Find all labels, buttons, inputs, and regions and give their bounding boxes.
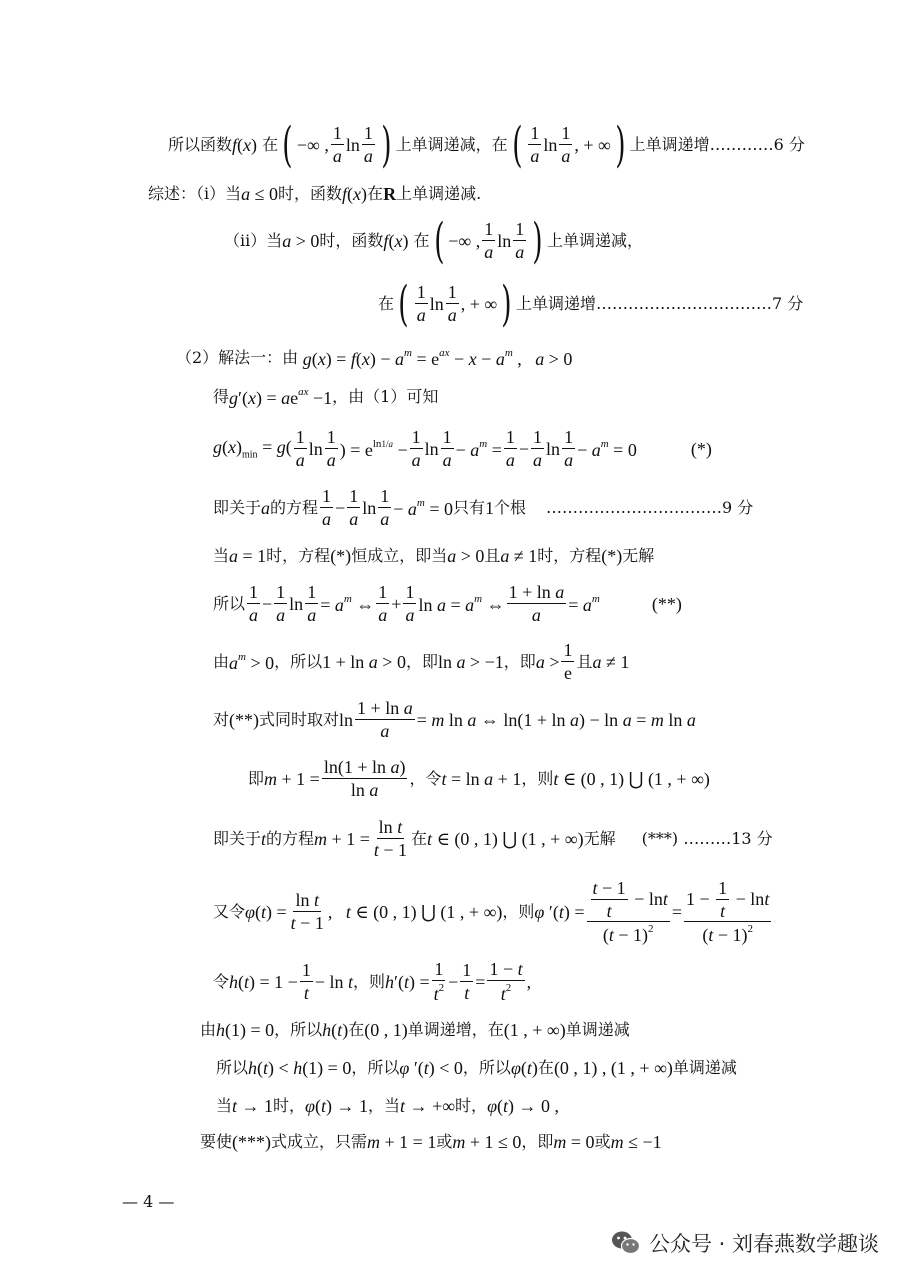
text: 得 [213, 387, 230, 406]
text: 上单调递增…………6 分 [629, 135, 805, 154]
text: 由 [200, 1020, 217, 1039]
text: 上单调递减， [547, 231, 644, 250]
wechat-icon [611, 1230, 641, 1256]
text: 所以 [216, 1058, 249, 1077]
text-line: 所以函数 f(x) 在 ( −∞ , $\frac{1}{a}$ ln $\frac{1}{a}$ ) 上单调递减，在 ( $\frac{1}{a}$ ln $\frac{1}{a}$ , + ∞ ) 上单调递增…………6 分 [168, 117, 805, 173]
text: ，则 [521, 769, 554, 788]
text: 即关于 [213, 498, 262, 517]
text: 上单调递减，在 [395, 135, 508, 154]
text: ，所以 [351, 1058, 400, 1077]
watermark-text: 公众号 · 刘春燕数学趣谈 [648, 1232, 879, 1256]
text: 或 [436, 1132, 453, 1151]
text-line: 对 (**) 式同时取对 ln $\frac{\text{1 + ln a}}{a}$ = m ln a ⇔ ln(1 + ln a) − ln a = m ln a [213, 698, 696, 741]
text: 时，函数 [278, 184, 343, 203]
text-line: 要使 (***) 式成立，只需 m + 1 = 1 或 m + 1 ≤ 0 ，即 m = 0 或 m ≤ −1 [200, 1132, 662, 1152]
text: ，则 [502, 902, 535, 921]
text-line: 即 m + 1 = $\frac{\text{ln(1 + ln a)}}{\text{ln a}}$ ，令 t = ln a + 1 ，则 t ∈ (0 , 1) ⋃ (1 , + ∞) [248, 757, 710, 800]
text: 在 [348, 1020, 365, 1039]
text: 或 [594, 1132, 611, 1151]
text: 个根 [493, 498, 526, 517]
text: ，当 [368, 1096, 401, 1115]
text: ，即 [405, 652, 438, 671]
text: 无解 [583, 829, 616, 848]
text-line: 当 t → 1 时， φ(t) → 1 ，当 t → +∞ 时， φ(t) → 0 , [216, 1096, 560, 1116]
text: ，所以 [274, 652, 323, 671]
text: ，则 [353, 972, 386, 991]
text: 在 [378, 294, 395, 313]
watermark [611, 1228, 879, 1258]
text: 上单调递增……………………………7 分 [515, 294, 804, 313]
text: 即 [248, 769, 265, 788]
text: 所以 [213, 594, 246, 613]
text-line: 综述：（i）当 a ≤ 0 时，函数 f(x) 在 R 上单调递减. [148, 184, 482, 204]
text: 在 [367, 184, 384, 203]
formula-line: 令 h(t) = 1 − $\frac{1}{t}$ − ln t ，则 h′(t) = $\frac{1}{t^2}$ − $\frac{1}{t}$ = $\frac{1 - t}{t^2}$ , [213, 959, 532, 1004]
text: 综述：（i）当 [148, 184, 242, 203]
text: 式成立，只需 [271, 1132, 368, 1151]
text: 时， [455, 1096, 488, 1115]
text: 又令 [213, 902, 246, 921]
text: 令 [213, 972, 230, 991]
text: 由 [213, 652, 230, 671]
text: 即关于 [213, 829, 262, 848]
text: 无解 [622, 546, 655, 565]
text: 且 [576, 652, 593, 671]
text: ，由（1）可知 [332, 387, 439, 406]
text: ，即 [521, 1132, 554, 1151]
text-line: 当 a = 1 时，方程 (*) 恒成立，即当 a > 0 且 a ≠ 1 时，方程 (*) 无解 [213, 546, 655, 566]
text: 在 [537, 1058, 554, 1077]
equation-tag: (**) [651, 594, 682, 614]
text: 的方程 [266, 829, 315, 848]
text: 当 [216, 1096, 233, 1115]
text: 时，函数 [319, 231, 384, 250]
text: 时，方程 [266, 546, 331, 565]
score-marker: ……………………………9 分 [546, 498, 754, 517]
score-marker: (***) ………13 分 [641, 829, 773, 848]
formula-line: 又令 φ(t) = $\frac{\text{ln t}}{t - 1}$ , t ∈ (0 , 1) ⋃ (1 , + ∞) ，则 φ ′(t) = $\frac{t - 1}{t}$ − ln t $(t - 1)^2$ = 1 − $\frac{1}{t}$ − ln t $(t - 1)^2$ [213, 877, 770, 946]
text: 的方程 [270, 498, 319, 517]
text: 只有 [452, 498, 485, 517]
text-line: （2）解法一：由 $g(x) = f(x) - a^m = e^{ax} - x - a^m$ , a > 0 [176, 347, 573, 369]
text: 且 [484, 546, 501, 565]
text-line: 得 $g'(x) = ae^{ax} -1$ ，由（1）可知 [213, 386, 439, 408]
text: 恒成立，即当 [351, 546, 448, 565]
text: （2）解法一：由 [176, 348, 299, 367]
text-line: （ii）当 a > 0 时，函数 f(x) 在 ( −∞ , $\frac{1}{a}$ ln $\frac{1}{a}$ ) 上单调递减， [224, 213, 644, 269]
text: 对 [213, 710, 230, 729]
text: 要使 [200, 1132, 233, 1151]
formula-line: $g(x)_{min} = g$( $\frac{1}{a}$ ln $\frac{1}{a}$ ) = $e^{ln1/a}$ − $\frac{1}{a}$ ln $\frac{1}{a}$ − $a^m$ = $\frac{1}{a}$ − $\frac{1}{a}$ ln $\frac{1}{a}$ − $a^m = 0$ (*) [213, 427, 712, 470]
text: 在 [411, 829, 428, 848]
text: ，所以 [274, 1020, 323, 1039]
equation-tag: (*) [690, 439, 712, 459]
text: 上单调递减. [396, 184, 482, 203]
text-line: 在 ( $\frac{1}{a}$ ln $\frac{1}{a}$ , + ∞ ) 上单调递增……………………………7 分 [378, 276, 804, 332]
text: 单调递减 [672, 1058, 737, 1077]
text-line: 即关于 t 的方程 m + 1 = $\frac{\text{ln t}}{t - 1}$ 在 t ∈ (0 , 1) ⋃ (1 , + ∞) 无解 (***) ………13 分 [213, 817, 773, 860]
text-line: 由 $a^m > 0$ ，所以 1 + ln a > 0 ，即 ln a > −1 ，即 a > $\frac{1}{e}$ 且 a ≠ 1 [213, 640, 630, 683]
text: （ii）当 [224, 231, 283, 250]
text: 单调递增，在 [407, 1020, 504, 1039]
text-line: 即关于 a 的方程 $\frac{1}{a}$ − $\frac{1}{a}$ ln $\frac{1}{a}$ − $a^m = 0$ 只有 1 个根 ……………………………9 分 [213, 486, 754, 529]
text: 所以函数 [168, 135, 233, 154]
page-number: — 4 — [122, 1192, 175, 1211]
text: 时， [273, 1096, 306, 1115]
text: ，所以 [462, 1058, 511, 1077]
text: 式同时取对 [259, 710, 340, 729]
text: 单调递减 [565, 1020, 630, 1039]
text-line: 所以 h(t) < h(1) = 0 ，所以 φ ′(t) < 0 ，所以 φ(t) 在 (0 , 1) , (1 , + ∞) 单调递减 [216, 1058, 737, 1078]
text-line: 由 h(1) = 0 ，所以 h(t) 在 (0 , 1) 单调递增，在 (1 , + ∞) 单调递减 [200, 1020, 630, 1040]
text: 当 [213, 546, 230, 565]
text: ，令 [409, 769, 442, 788]
formula-line: 所以 $\frac{1}{a}$ − $\frac{1}{a}$ ln $\frac{1}{a}$ = $a^m$ ⇔ $\frac{1}{a}$ + $\frac{1}{a}$ $\ln a = a^m$ ⇔ $\frac{\text{1 + ln a}}{a}$ = $a^m$ (**) [213, 582, 682, 625]
text: ，即 [503, 652, 536, 671]
text: 时，方程 [537, 546, 602, 565]
